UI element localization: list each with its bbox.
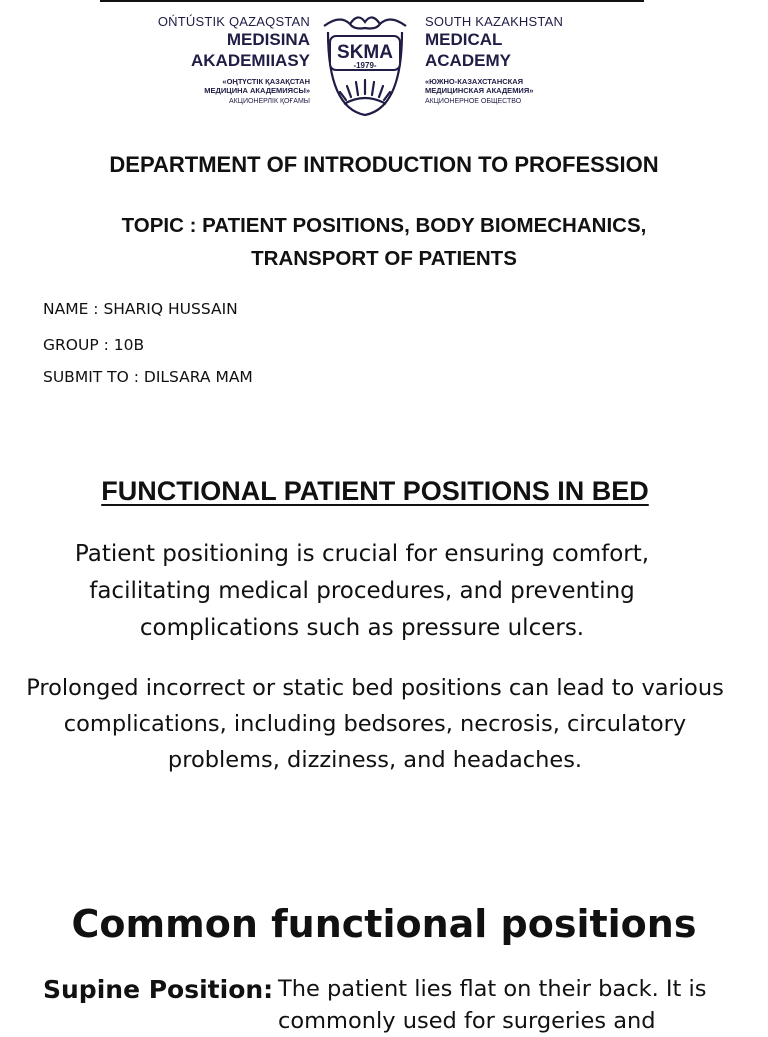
department-heading: DEPARTMENT OF INTRODUCTION TO PROFESSION [109, 152, 659, 177]
logo-left-line4: «ОҢТҮСТІК ҚАЗАҚСТАН [222, 77, 310, 86]
logo-left-line6: АКЦИОНЕРЛІК ҚОҒАМЫ [229, 98, 310, 105]
submitted-to: SUBMIT TO : DILSARA MAM [43, 368, 253, 386]
logo-left-line5: МЕДИЦИНА АКАДЕМИЯСЫ» [204, 86, 310, 95]
logo-right-line6: АКЦИОНЕРНОЕ ОБЩЕСТВО [425, 98, 522, 105]
logo-right-line2: MEDICAL [425, 30, 503, 49]
section-title: FUNCTIONAL PATIENT POSITIONS IN BED [101, 476, 649, 506]
supine-position-label: Supine Position: [43, 975, 274, 1004]
academy-logo [120, 10, 600, 122]
logo-left-line3: AKADEMIIASY [190, 51, 310, 70]
logo-left-text [120, 14, 310, 107]
intro-paragraph: Patient positioning is crucial for ensuring comfort, facilitating medical procedures, and preventing complications such as pressure ulcers. [74, 541, 650, 641]
student-name: NAME : SHARIQ HUSSAIN [43, 300, 238, 318]
supine-position-text: The patient lies flat on their back. It is commonly used for surgeries and [278, 976, 707, 1034]
logo-left-line2: MEDISINA [226, 30, 310, 49]
logo-right-text [425, 14, 625, 107]
student-group: GROUP : 10B [43, 336, 145, 354]
logo-right-line4: «ЮЖНО-КАЗАХСТАНСКАЯ [425, 77, 524, 86]
logo-right-line5: МЕДИЦИНСКАЯ АКАДЕМИЯ» [425, 86, 534, 95]
topic-line-1: TOPIC : PATIENT POSITIONS, BODY BIOMECHANICS, [121, 214, 647, 237]
topic-heading [40, 209, 728, 275]
topic-line-2: TRANSPORT OF PATIENTS [251, 247, 517, 270]
complications-paragraph: Prolonged incorrect or static bed positions can lead to various complications, including bedsores, necrosis, circulatory problems, dizziness, and headaches. [26, 675, 724, 773]
logo-right-line3: ACADEMY [425, 51, 511, 70]
common-positions-heading: Common functional positions [71, 902, 697, 946]
skma-emblem-icon [320, 10, 410, 120]
emblem-year: -1979- [353, 61, 377, 70]
logo-left-line1: OŃTÚSTIK QAZAQSTAN [157, 14, 310, 29]
emblem-text: SKMA [337, 42, 393, 63]
logo-right-line1: SOUTH KAZAKHSTAN [425, 14, 564, 29]
top-rule [100, 0, 644, 2]
